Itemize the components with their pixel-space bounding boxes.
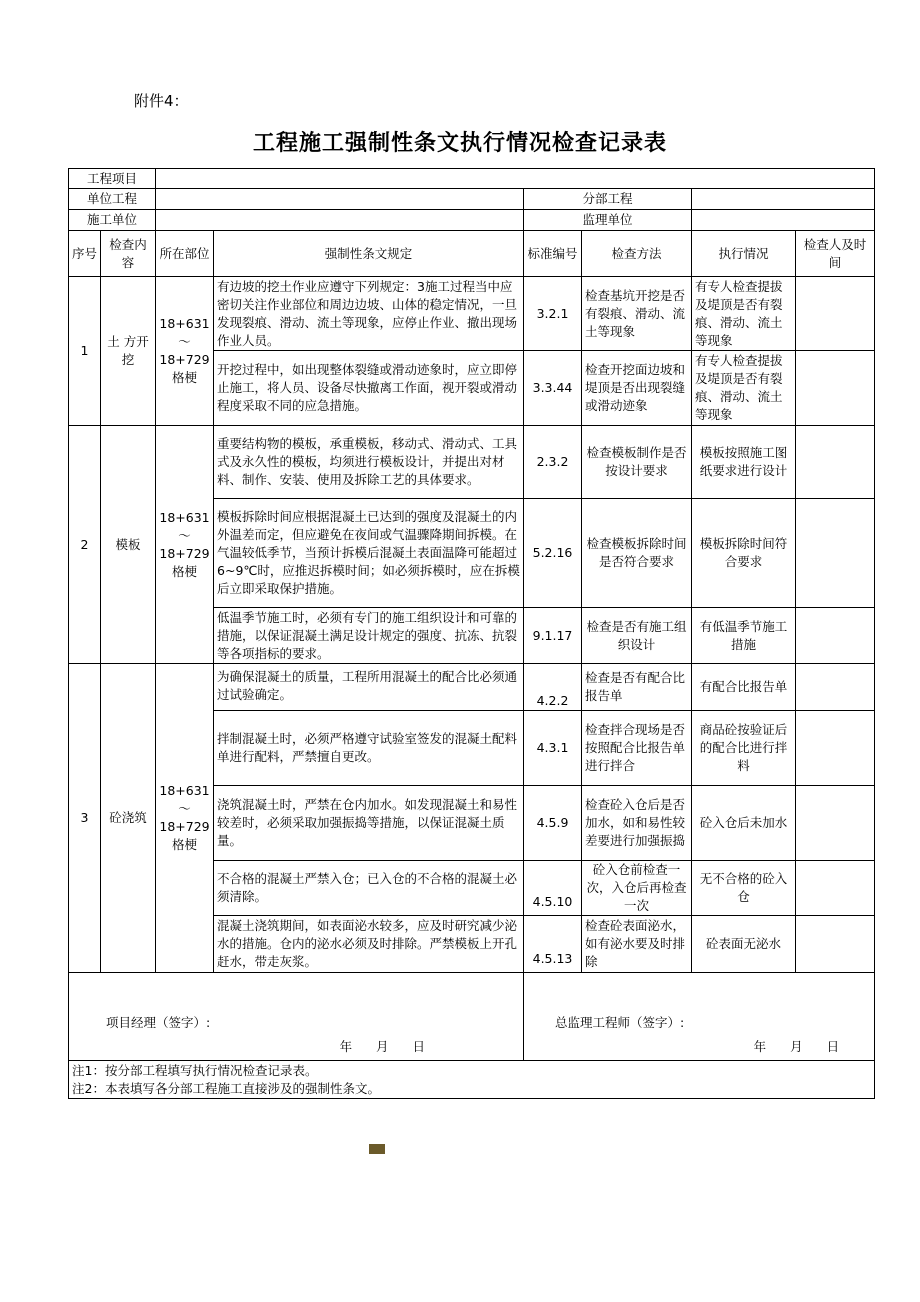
clause-text: 低温季节施工时，必须有专门的施工组织设计和可靠的措施，以保证混凝土满足设计规定的强度、抗冻、抗裂等各项指标的要求。 xyxy=(214,608,524,664)
header-inspector: 检查人及时间 xyxy=(796,231,875,277)
pm-signature-cell[interactable] xyxy=(69,973,524,1061)
std-number: 4.3.1 xyxy=(524,711,582,786)
group-content: 模板 xyxy=(101,426,156,664)
signature-row xyxy=(69,973,875,1061)
inspector-cell[interactable] xyxy=(796,608,875,664)
inspection-record-table xyxy=(68,168,875,1099)
std-number: 4.5.10 xyxy=(524,861,582,916)
header-location: 所在部位 xyxy=(156,231,214,277)
header-seq: 序号 xyxy=(69,231,101,277)
header-clause: 强制性条文规定 xyxy=(214,231,524,277)
supervisor-label: 监理单位 xyxy=(524,210,692,231)
exec-status: 模板按照施工图纸要求进行设计 xyxy=(692,426,796,499)
std-number: 4.2.2 xyxy=(524,664,582,711)
unit-label: 单位工程 xyxy=(69,189,156,210)
clause-text: 重要结构物的模板，承重模板，移动式、滑动式、工具式及永久性的模板，均须进行模板设计，并提出对材料、制作、安装、使用及拆除工艺的具体要求。 xyxy=(214,426,524,499)
check-method: 检查拌合现场是否按照配合比报告单进行拌合 xyxy=(582,711,692,786)
exec-status: 商品砼按验证后的配合比进行拌料 xyxy=(692,711,796,786)
header-content: 检查内容 xyxy=(101,231,156,277)
notes-cell xyxy=(69,1061,875,1099)
notes-row xyxy=(69,1061,875,1099)
group-seq: 1 xyxy=(69,277,101,426)
note-2: 注2：本表填写各分部工程施工直接涉及的强制性条文。 xyxy=(72,1080,380,1096)
pm-signature-date: 年 月 日 xyxy=(339,1038,426,1054)
project-label: 工程项目 xyxy=(69,169,156,189)
exec-status: 模板拆除时间符合要求 xyxy=(692,499,796,608)
check-method: 检查是否有施工组织设计 xyxy=(582,608,692,664)
std-number: 5.2.16 xyxy=(524,499,582,608)
clause-text: 拌制混凝土时，必须严格遵守试验室签发的混凝土配料单进行配料，严禁擅自更改。 xyxy=(214,711,524,786)
std-number: 4.5.13 xyxy=(524,916,582,973)
std-number: 9.1.17 xyxy=(524,608,582,664)
group-seq: 3 xyxy=(69,664,101,973)
table-row xyxy=(69,664,875,711)
exec-status: 砼入仓后未加水 xyxy=(692,786,796,861)
unit-value[interactable] xyxy=(156,189,524,210)
table-row xyxy=(69,426,875,499)
branch-value[interactable] xyxy=(692,189,875,210)
std-number: 4.5.9 xyxy=(524,786,582,861)
chief-signature-label: 总监理工程师（签字）: xyxy=(555,1014,685,1030)
table-row xyxy=(69,277,875,351)
inspector-cell[interactable] xyxy=(796,916,875,973)
check-method: 砼入仓前检查一次，入仓后再检查一次 xyxy=(582,861,692,916)
group-seq: 2 xyxy=(69,426,101,664)
header-std: 标准编号 xyxy=(524,231,582,277)
contractor-label: 施工单位 xyxy=(69,210,156,231)
inspector-cell[interactable] xyxy=(796,351,875,426)
exec-status: 无不合格的砼入仓 xyxy=(692,861,796,916)
supervisor-value[interactable] xyxy=(692,210,875,231)
inspector-cell[interactable] xyxy=(796,861,875,916)
std-number: 2.3.2 xyxy=(524,426,582,499)
inspector-cell[interactable] xyxy=(796,499,875,608)
std-number: 3.3.44 xyxy=(524,351,582,426)
pm-signature-label: 项目经理（签字）: xyxy=(106,1014,211,1030)
branch-label: 分部工程 xyxy=(524,189,692,210)
exec-status: 有专人检查提拔及堤顶是否有裂痕、滑动、流土等现象 xyxy=(692,277,796,351)
clause-text: 混凝土浇筑期间，如表面泌水较多，应及时研究减少泌水的措施。仓内的泌水必须及时排除。严禁模板上开孔赶水，带走灰浆。 xyxy=(214,916,524,973)
inspector-cell[interactable] xyxy=(796,664,875,711)
check-method: 检查是否有配合比报告单 xyxy=(582,664,692,711)
chief-signature-cell[interactable] xyxy=(524,973,875,1061)
chief-signature-date: 年 月 日 xyxy=(753,1038,840,1054)
clause-text: 开挖过程中，如出现整体裂缝或滑动迹象时，应立即停止施工，将人员、设备尽快撤离工作面，视开裂或滑动程度采取不同的应急措施。 xyxy=(214,351,524,426)
group-location: 18+631～18+729格梗 xyxy=(156,426,214,664)
group-location: 18+631～18+729格梗 xyxy=(156,664,214,973)
group-content: 土 方开挖 xyxy=(101,277,156,426)
exec-status: 有专人检查提拔及堤顶是否有裂痕、滑动、流土等现象 xyxy=(692,351,796,426)
check-method: 检查模板拆除时间是否符合要求 xyxy=(582,499,692,608)
check-method: 检查砼入仓后是否加水，如和易性较差要进行加强振捣 xyxy=(582,786,692,861)
inspector-cell[interactable] xyxy=(796,426,875,499)
clause-text: 为确保混凝土的质量，工程所用混凝土的配合比必须通过试验确定。 xyxy=(214,664,524,711)
exec-status: 有配合比报告单 xyxy=(692,664,796,711)
check-method: 检查开挖面边坡和堤顶是否出现裂缝或滑动迹象 xyxy=(582,351,692,426)
check-method: 检查砼表面泌水，如有泌水要及时排除 xyxy=(582,916,692,973)
group-location: 18+631～18+729格梗 xyxy=(156,277,214,426)
check-method: 检查模板制作是否按设计要求 xyxy=(582,426,692,499)
page-title: 工程施工强制性条文执行情况检查记录表 xyxy=(252,131,667,156)
clause-text: 不合格的混凝土严禁入仓；已入仓的不合格的混凝土必须清除。 xyxy=(214,861,524,916)
exec-status: 有低温季节施工措施 xyxy=(692,608,796,664)
exec-status: 砼表面无泌水 xyxy=(692,916,796,973)
clause-text: 模板拆除时间应根据混凝土已达到的强度及混凝土的内外温差而定，但应避免在夜间或气温骤降期间拆模。在气温较低季节，当预计拆模后混凝土表面温降可能超过6~9℃时，应推迟拆模时间；如必须拆模时，应在拆模后立即采取保护措施。 xyxy=(214,499,524,608)
header-exec: 执行情况 xyxy=(692,231,796,277)
group-content: 砼浇筑 xyxy=(101,664,156,973)
clause-text: 浇筑混凝土时，严禁在仓内加水。如发现混凝土和易性较差时，必须采取加强振捣等措施，以保证混凝土质量。 xyxy=(214,786,524,861)
inspector-cell[interactable] xyxy=(796,277,875,351)
project-value[interactable] xyxy=(156,169,875,189)
note-1: 注1：按分部工程填写执行情况检查记录表。 xyxy=(72,1062,318,1078)
inspector-cell[interactable] xyxy=(796,786,875,861)
attachment-label: 附件4： xyxy=(134,92,189,110)
std-number: 3.2.1 xyxy=(524,277,582,351)
contractor-value[interactable] xyxy=(156,210,524,231)
header-method: 检查方法 xyxy=(582,231,692,277)
inspector-cell[interactable] xyxy=(796,711,875,786)
small-image-mark xyxy=(369,1144,385,1154)
clause-text: 有边坡的挖土作业应遵守下列规定：3施工过程当中应密切关注作业部位和周边边坡、山体的稳定情况，一旦发现裂痕、滑动、流土等现象，应停止作业、撤出现场作业人员。 xyxy=(214,277,524,351)
check-method: 检查基坑开挖是否有裂痕、滑动、流土等现象 xyxy=(582,277,692,351)
